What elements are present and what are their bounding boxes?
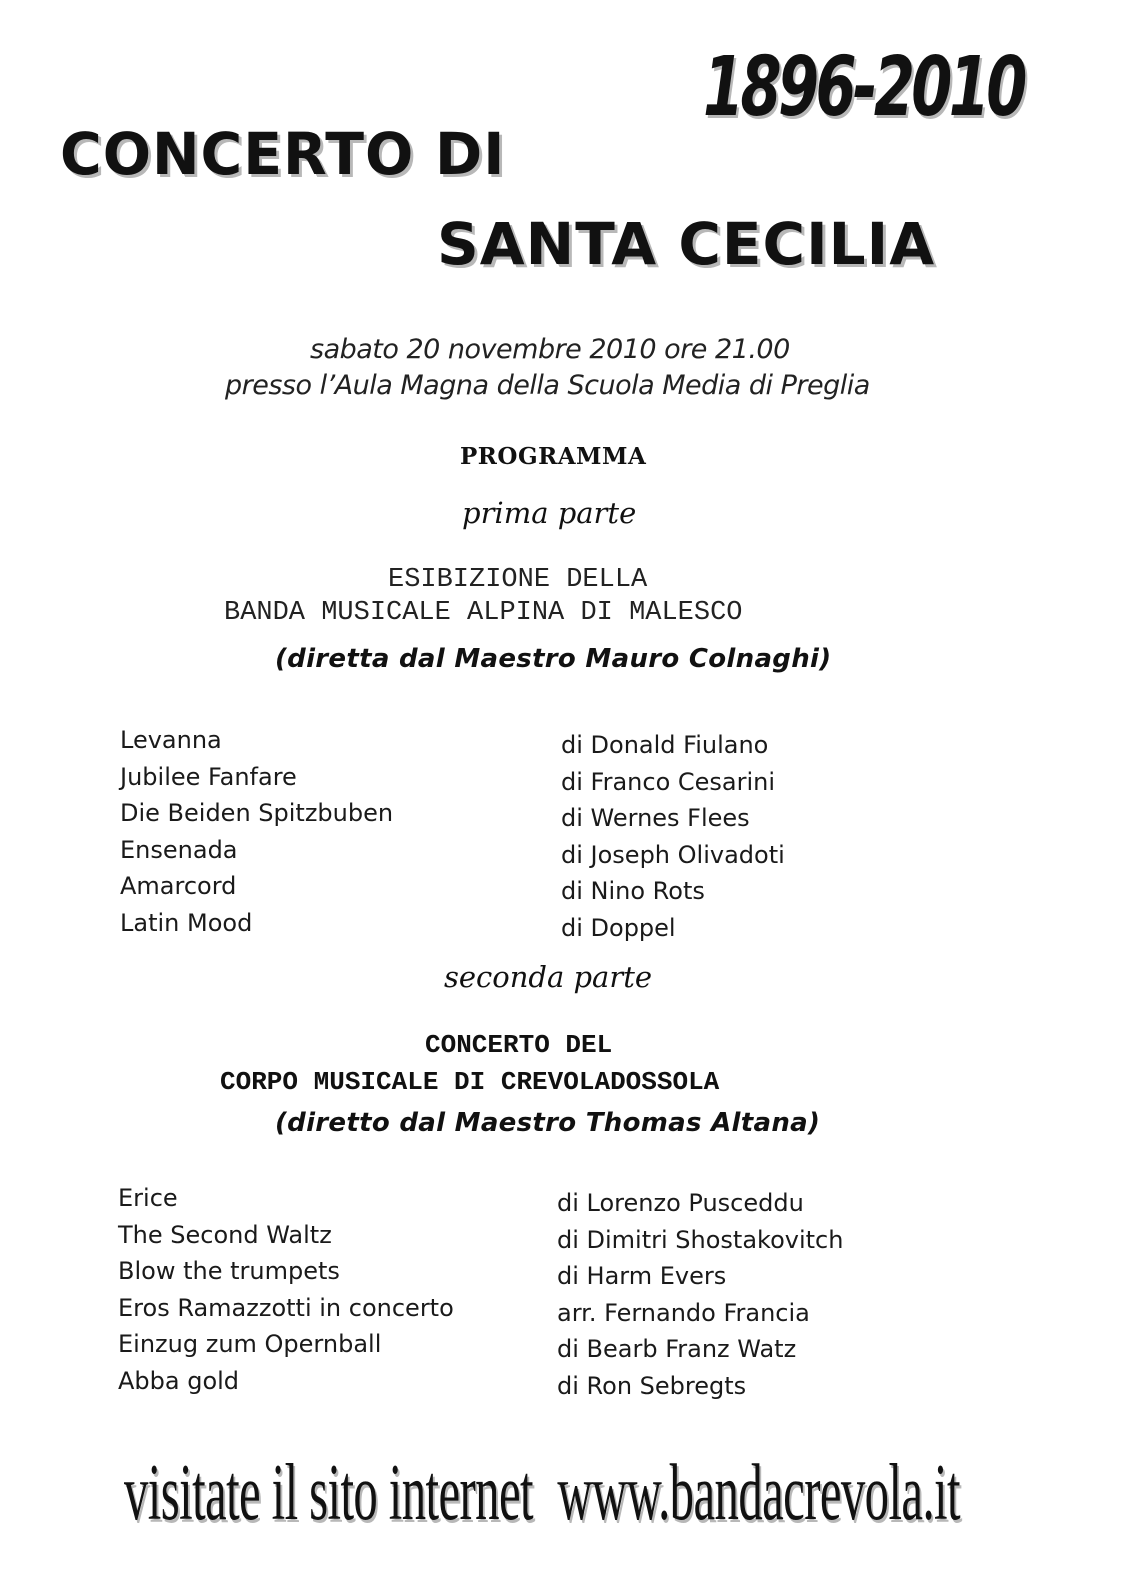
piece-author: di Bearb Franz Watz xyxy=(557,1335,797,1364)
piece-author: di Nino Rots xyxy=(561,877,705,906)
piece-title: Abba gold xyxy=(118,1366,240,1395)
event-date: sabato 20 novembre 2010 ore 21.00 xyxy=(310,334,790,365)
part1-authors xyxy=(561,727,785,947)
piece-author: di Lorenzo Pusceddu xyxy=(557,1189,804,1217)
part2-authors xyxy=(557,1185,843,1405)
piece-author: di Wernes Flees xyxy=(561,804,750,833)
piece-title: Latin Mood xyxy=(120,908,253,937)
part2-titles xyxy=(118,1180,454,1400)
piece-author: di Ron Sebregts xyxy=(557,1371,747,1400)
piece-title: Einzug zum Opernball xyxy=(118,1330,382,1359)
piece-title: Levanna xyxy=(120,726,222,754)
piece-author: di Joseph Olivadoti xyxy=(561,840,785,869)
piece-author: di Harm Evers xyxy=(557,1262,727,1291)
event-place: presso l’Aula Magna della Scuola Media di Preglia xyxy=(225,370,870,401)
piece-author: arr. Fernando Francia xyxy=(557,1298,810,1327)
part2-director: (diretto dal Maestro Thomas Altana) xyxy=(275,1108,821,1138)
part1-line1: ESIBIZIONE DELLA xyxy=(388,565,648,595)
piece-title: Die Beiden Spitzbuben xyxy=(120,799,394,828)
piece-author: di Donald Fiulano xyxy=(561,731,769,759)
part1-line2: BANDA MUSICALE ALPINA DI MALESCO xyxy=(224,598,743,628)
piece-title: Blow the trumpets xyxy=(118,1257,340,1286)
years-heading: 1896-2010 xyxy=(703,40,1024,135)
piece-author: di Franco Cesarini xyxy=(561,767,776,796)
programma-heading: PROGRAMMA xyxy=(460,443,647,470)
piece-title: Amarcord xyxy=(120,872,237,901)
piece-title: Eros Ramazzotti in concerto xyxy=(118,1293,454,1322)
piece-title: Erice xyxy=(118,1184,178,1212)
footer-website: www.bandacrevola.it xyxy=(557,1449,960,1537)
part2-line2: CORPO MUSICALE DI CREVOLADOSSOLA xyxy=(220,1067,720,1097)
footer-text: visitate il sito internet xyxy=(124,1449,533,1537)
title-line-2: SANTA CECILIA xyxy=(437,210,936,278)
part1-director: (diretta dal Maestro Mauro Colnaghi) xyxy=(275,644,832,674)
piece-title: Jubilee Fanfare xyxy=(120,762,297,791)
part1-titles xyxy=(120,722,393,942)
part2-label: seconda parte xyxy=(444,960,653,994)
title-line-1: CONCERTO DI xyxy=(60,120,506,188)
piece-title: The Second Waltz xyxy=(118,1220,332,1249)
part1-label: prima parte xyxy=(462,496,637,530)
piece-title: Ensenada xyxy=(120,835,238,864)
footer-line xyxy=(124,1448,960,1539)
piece-author: di Doppel xyxy=(561,913,676,942)
part2-line1: CONCERTO DEL xyxy=(425,1030,613,1060)
piece-author: di Dimitri Shostakovitch xyxy=(557,1225,844,1254)
